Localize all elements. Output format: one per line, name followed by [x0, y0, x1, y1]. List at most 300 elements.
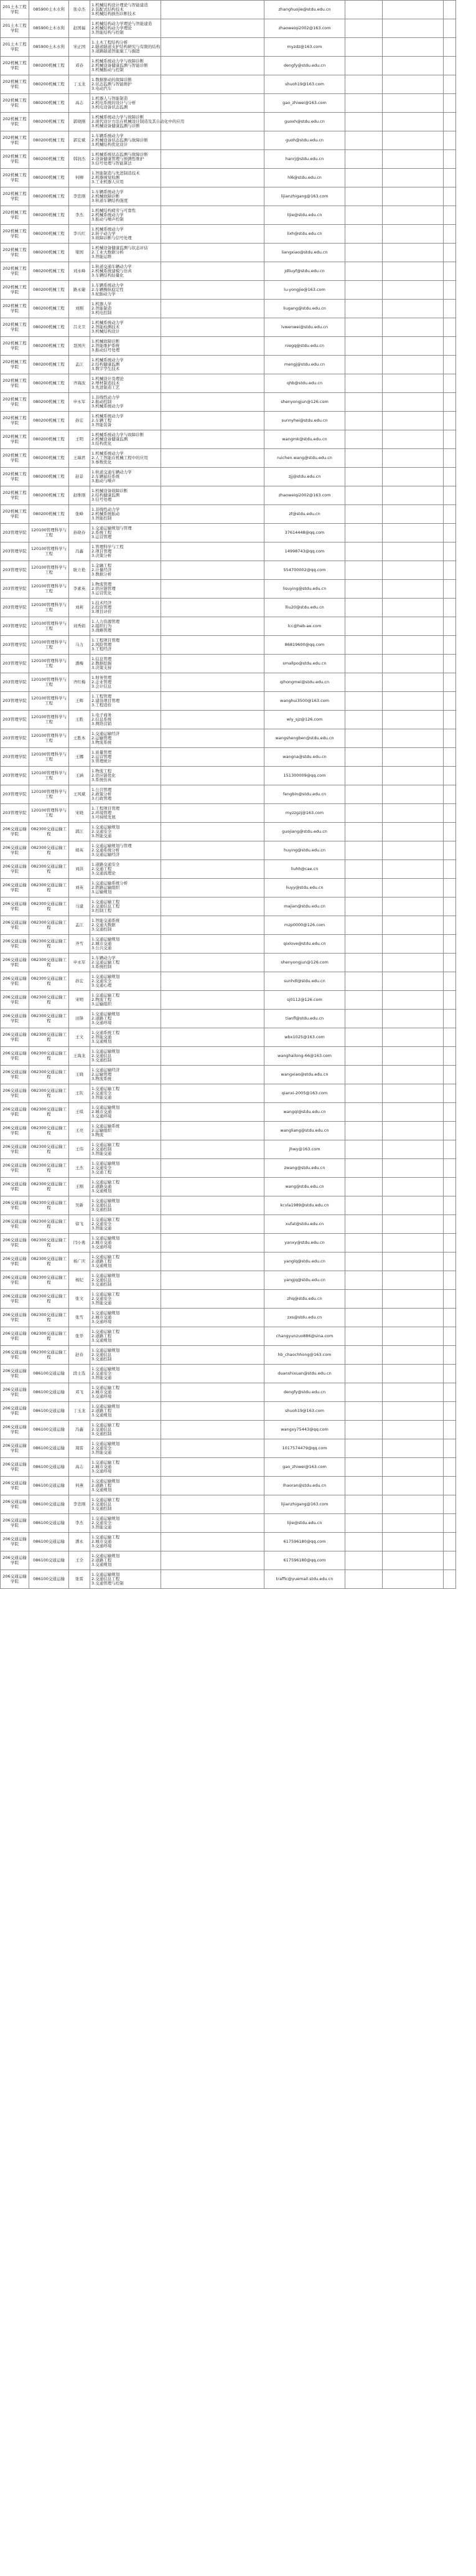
directions-cell — [90, 711, 161, 729]
research-direction: 3.数据分析 — [91, 572, 112, 577]
table-row — [1, 1365, 456, 1383]
major-cell: 120100管理科学与工程 — [29, 711, 69, 729]
email-cell: 86819600@qq.com — [264, 636, 345, 655]
research-direction: 2.道路交通 — [91, 1183, 112, 1189]
blank-cell — [345, 1477, 383, 1495]
research-direction: 2.城市交通 — [91, 1239, 112, 1245]
blank-cell — [383, 655, 444, 673]
college-cell: 202机械工程学院 — [1, 337, 29, 356]
research-direction: 2.机电系统的设计与分析 — [91, 100, 136, 105]
blank-cell — [161, 954, 264, 972]
table-row — [1, 729, 456, 748]
major-cell: 120100管理科学与工程 — [29, 785, 69, 804]
major-cell: 120100管理科学与工程 — [29, 524, 69, 542]
blank-cell — [345, 318, 383, 337]
blank-cell — [383, 300, 444, 318]
blank-cell — [383, 935, 444, 954]
blank-cell — [345, 430, 383, 449]
research-direction: 3.智能交通 — [91, 1226, 112, 1231]
blank-cell — [444, 244, 456, 262]
blank-cell — [444, 412, 456, 430]
research-direction: 2.交通大数据 — [91, 922, 116, 927]
research-direction: 2.结构健康监测 — [91, 492, 120, 498]
research-direction: 3.控制工程 — [91, 908, 112, 914]
blank-cell — [383, 748, 444, 767]
major-cell: 080200机械工程 — [29, 262, 69, 281]
major-cell: 082300交通运输工程 — [29, 1103, 69, 1122]
college-cell: 203管理学院 — [1, 767, 29, 785]
advisor-cell: 刘英 — [69, 879, 90, 897]
advisor-cell: 郭晓刚 — [69, 113, 90, 131]
research-direction: 1.交通运输规划 — [91, 1441, 120, 1446]
research-direction: 2.交通安全 — [91, 1295, 112, 1301]
blank-cell — [383, 262, 444, 281]
college-cell: 206交通运输学院 — [1, 1159, 29, 1178]
major-cell: 080200机械工程 — [29, 281, 69, 300]
college-cell: 203管理学院 — [1, 692, 29, 711]
major-cell: 082300交通运输工程 — [29, 1309, 69, 1327]
directions-cell — [90, 1533, 161, 1551]
major-cell: 082300交通运输工程 — [29, 1346, 69, 1365]
major-cell: 086100交通运输 — [29, 1533, 69, 1551]
research-direction: 1.交通运输系统 — [91, 1123, 120, 1129]
major-cell: 080200机械工程 — [29, 300, 69, 318]
research-direction: 1.交通运输工程 — [91, 1086, 120, 1091]
blank-cell — [161, 1252, 264, 1271]
research-direction: 3.交通环境 — [91, 1543, 112, 1549]
table-row — [1, 1028, 456, 1047]
research-direction: 2.风险管理 — [91, 642, 112, 647]
blank-cell — [345, 841, 383, 860]
table-row — [1, 337, 456, 356]
blank-cell — [161, 206, 264, 225]
research-direction: 3.交通控制 — [91, 1207, 112, 1213]
blank-cell — [161, 636, 264, 655]
research-direction: 2.机械设备状态监测与故障诊断 — [91, 137, 148, 143]
blank-cell — [383, 1010, 444, 1028]
research-direction: 1.交通运输工程 — [91, 1459, 120, 1465]
research-direction: 2.供应链管理 — [91, 585, 116, 591]
table-row — [1, 1140, 456, 1159]
advisor-cell: 王琪 — [69, 1103, 90, 1122]
table-row — [1, 113, 456, 131]
major-cell: 080200机械工程 — [29, 318, 69, 337]
blank-cell — [383, 729, 444, 748]
advisor-cell: 王刚 — [69, 1178, 90, 1196]
research-direction: 3.网络营销 — [91, 721, 112, 727]
college-cell: 203管理学院 — [1, 636, 29, 655]
table-row — [1, 991, 456, 1010]
blank-cell — [444, 823, 456, 841]
research-direction: 2.装配式结构技术 — [91, 6, 124, 12]
college-cell: 206交通运输学院 — [1, 954, 29, 972]
advisor-cell: 杨纪 — [69, 1271, 90, 1290]
blank-cell — [444, 486, 456, 505]
blank-cell — [383, 1066, 444, 1084]
research-direction: 3.物流 — [91, 1132, 104, 1138]
email-cell: kcvla1989@stdu.edu.cn — [264, 1196, 345, 1215]
blank-cell — [444, 860, 456, 879]
blank-cell — [161, 169, 264, 187]
email-cell: zhq@stdu.edu.cn — [264, 1290, 345, 1309]
research-direction: 2.系统工程 — [91, 529, 112, 535]
directions-cell — [90, 897, 161, 916]
research-direction: 1.人力资源管理 — [91, 618, 120, 624]
advisor-cell: 张卓杰 — [69, 1, 90, 19]
email-cell: hl6@stdu.edu.cn — [264, 169, 345, 187]
table-row — [1, 1458, 456, 1477]
blank-cell — [345, 711, 383, 729]
blank-cell — [345, 1196, 383, 1215]
blank-cell — [444, 767, 456, 785]
blank-cell — [345, 1551, 383, 1570]
research-direction: 2.供应链优化 — [91, 772, 116, 778]
blank-cell — [161, 1309, 264, 1327]
advisor-cell: 李兴红 — [69, 225, 90, 244]
research-direction: 2.项目管理 — [91, 548, 112, 554]
blank-cell — [345, 1084, 383, 1103]
table-row — [1, 1439, 456, 1458]
blank-cell — [383, 57, 444, 75]
major-cell: 082300交通运输工程 — [29, 1234, 69, 1252]
advisor-cell: 马力 — [69, 636, 90, 655]
directions-cell — [90, 1439, 161, 1458]
research-direction: 2.城市交通 — [91, 940, 112, 946]
table-row — [1, 1234, 456, 1252]
college-cell: 202机械工程学院 — [1, 356, 29, 374]
research-direction: 1.非线性动力学 — [91, 506, 120, 512]
major-cell: 080200机械工程 — [29, 505, 69, 524]
college-cell: 203管理学院 — [1, 748, 29, 767]
blank-cell — [444, 19, 456, 38]
email-cell: 14998743@qq.com — [264, 542, 345, 561]
research-direction: 3.工程造价 — [91, 703, 112, 708]
directions-cell — [90, 1477, 161, 1495]
blank-cell — [345, 486, 383, 505]
research-direction: 2.机械系统振动 — [91, 511, 120, 516]
blank-cell — [345, 169, 383, 187]
email-cell: yangjq@stdu.edu.cn — [264, 1271, 345, 1290]
college-cell: 202机械工程学院 — [1, 206, 29, 225]
blank-cell — [444, 897, 456, 916]
blank-cell — [161, 767, 264, 785]
email-cell: wangshengben@stdu.edu.cn — [264, 729, 345, 748]
advisor-cell: 马建 — [69, 897, 90, 916]
blank-cell — [444, 393, 456, 412]
advisor-cell: 赵春 — [69, 1346, 90, 1365]
college-cell: 206交通运输学院 — [1, 1196, 29, 1215]
research-direction: 1.质量管理 — [91, 749, 112, 755]
blank-cell — [345, 542, 383, 561]
email-cell: smallpo@stdu.edu.cn — [264, 655, 345, 673]
advisor-cell: 郭江 — [69, 823, 90, 841]
blank-cell — [161, 1327, 264, 1346]
major-cell: 080200机械工程 — [29, 430, 69, 449]
blank-cell — [444, 748, 456, 767]
email-cell: wanghailong-66@163.com — [264, 1047, 345, 1066]
directions-cell — [90, 599, 161, 617]
table-row — [1, 300, 456, 318]
blank-cell — [345, 1533, 383, 1551]
advisor-cell: 刘洪 — [69, 860, 90, 879]
email-cell: hanrj@stdu.edu.cn — [264, 150, 345, 169]
blank-cell — [383, 1309, 444, 1327]
blank-cell — [383, 1570, 444, 1589]
college-cell: 202机械工程学院 — [1, 468, 29, 486]
blank-cell — [345, 1271, 383, 1290]
directions-cell — [90, 131, 161, 150]
blank-cell — [345, 692, 383, 711]
blank-cell — [383, 75, 444, 94]
table-row — [1, 580, 456, 599]
research-direction: 2.运输管理 — [91, 1071, 112, 1077]
blank-cell — [345, 1290, 383, 1309]
major-cell: 085900土木水利 — [29, 38, 69, 57]
advisor-cell: 孙晓春 — [69, 524, 90, 542]
blank-cell — [383, 393, 444, 412]
table-row — [1, 1346, 456, 1365]
research-direction: 1.交通运输工程 — [91, 1142, 120, 1147]
research-direction: 3.工业机器人应用 — [91, 179, 124, 185]
research-direction: 2.机械故障诊断 — [91, 193, 120, 199]
email-cell: qihongmei@stdu.edu.cn — [264, 673, 345, 692]
research-direction: 3.交通控制 — [91, 1431, 112, 1437]
blank-cell — [345, 1421, 383, 1439]
email-cell: sunnyhei@stdu.edu.cn — [264, 412, 345, 430]
advisor-cell: 邓飞 — [69, 1383, 90, 1402]
blank-cell — [383, 1159, 444, 1178]
research-direction: 1.交通运输规划 — [91, 1048, 120, 1054]
college-cell: 202机械工程学院 — [1, 94, 29, 113]
blank-cell — [444, 374, 456, 393]
research-direction: 2.现代设计方法在机械设计制造及其自动化中的应用 — [91, 118, 185, 124]
blank-cell — [383, 991, 444, 1010]
blank-cell — [161, 150, 264, 169]
blank-cell — [161, 1290, 264, 1309]
blank-cell — [345, 655, 383, 673]
table-row — [1, 486, 456, 505]
college-cell: 206交通运输学院 — [1, 1271, 29, 1290]
advisor-cell: 申永军 — [69, 954, 90, 972]
blank-cell — [383, 486, 444, 505]
blank-cell — [444, 636, 456, 655]
blank-cell — [161, 935, 264, 954]
email-cell: zhanghuojie@stdu.edu.cn — [264, 1, 345, 19]
research-direction: 3.交通规划 — [91, 1562, 112, 1568]
blank-cell — [444, 318, 456, 337]
research-direction: 1.机械系统动力学与故障诊断 — [91, 114, 144, 120]
advisor-cell: 王晓 — [69, 1066, 90, 1084]
blank-cell — [345, 1514, 383, 1533]
directions-cell — [90, 187, 161, 206]
research-direction: 1.交通运输工程 — [91, 1216, 120, 1222]
advisor-cell: 王海龙 — [69, 1047, 90, 1066]
research-direction: 1.机械结构动力学理论与智能建造 — [91, 21, 152, 26]
blank-cell — [383, 767, 444, 785]
research-direction: 3.智能交通 — [91, 1375, 112, 1381]
blank-cell — [161, 244, 264, 262]
email-cell: liangxiao@stdu.edu.cn — [264, 244, 345, 262]
blank-cell — [161, 1066, 264, 1084]
table-row — [1, 94, 456, 113]
blank-cell — [345, 505, 383, 524]
advisor-cell: 孟江 — [69, 356, 90, 374]
research-direction: 1.交通运输工程 — [91, 1422, 120, 1428]
blank-cell — [345, 150, 383, 169]
blank-cell — [345, 1234, 383, 1252]
directions-cell — [90, 393, 161, 412]
email-cell: qhb@stdu.edu.cn — [264, 374, 345, 393]
advisor-cell: 耿立艳 — [69, 561, 90, 580]
advisor-cell: 赵景 — [69, 468, 90, 486]
research-direction: 2.道路工程 — [91, 1557, 112, 1563]
blank-cell — [444, 1346, 456, 1365]
blank-cell — [444, 94, 456, 113]
directions-cell — [90, 655, 161, 673]
research-direction: 2.交通安全 — [91, 1165, 112, 1170]
blank-cell — [444, 1271, 456, 1290]
blank-cell — [161, 1047, 264, 1066]
college-cell: 201土木工程学院 — [1, 1, 29, 19]
college-cell: 202机械工程学院 — [1, 393, 29, 412]
research-direction: 1.交通运输规划 — [91, 1272, 120, 1278]
blank-cell — [161, 1458, 264, 1477]
blank-cell — [345, 412, 383, 430]
research-direction: 3.交通控制 — [91, 1058, 112, 1063]
table-row — [1, 804, 456, 823]
research-direction: 2.交通信息工程 — [91, 903, 120, 909]
blank-cell — [345, 131, 383, 150]
major-cell: 080200机械工程 — [29, 244, 69, 262]
college-cell: 206交通运输学院 — [1, 897, 29, 916]
research-direction: 3.交通控制 — [91, 1282, 112, 1287]
research-direction: 3.交通控制 — [91, 1506, 112, 1512]
research-direction: 1.交通运输规划 — [91, 1198, 120, 1203]
advisor-cell: 赵维刚 — [69, 486, 90, 505]
table-row — [1, 860, 456, 879]
research-direction: 1.机械结构设计理论与智能建造 — [91, 2, 148, 7]
email-cell: qixlove@stdu.edu.cn — [264, 935, 345, 954]
email-cell: shenyongjun@126.com — [264, 393, 345, 412]
table-row — [1, 1421, 456, 1439]
advisor-cell: 张峰 — [69, 505, 90, 524]
blank-cell — [161, 1477, 264, 1495]
blank-cell — [161, 748, 264, 767]
table-row — [1, 356, 456, 374]
research-direction: 3.系统控制 — [91, 964, 112, 970]
major-cell: 086100交通运输 — [29, 1495, 69, 1514]
email-cell: wangmk@stdu.edu.cn — [264, 430, 345, 449]
blank-cell — [345, 1309, 383, 1327]
blank-cell — [161, 823, 264, 841]
research-direction: 2.投资管理 — [91, 604, 112, 610]
research-direction: 3.智能交通 — [91, 833, 112, 839]
research-direction: 2.计量经济 — [91, 567, 112, 572]
directions-cell — [90, 1421, 161, 1439]
major-cell: 080200机械工程 — [29, 337, 69, 356]
blank-cell — [345, 1252, 383, 1271]
major-cell: 086100交通运输 — [29, 1421, 69, 1439]
blank-cell — [345, 393, 383, 412]
advisor-cell: 孟江 — [69, 916, 90, 935]
major-cell: 120100管理科学与工程 — [29, 748, 69, 767]
advisor-cell: 孙宏 — [69, 412, 90, 430]
blank-cell — [383, 617, 444, 636]
directions-cell — [90, 542, 161, 561]
research-direction: 1.电子商务 — [91, 712, 112, 717]
email-cell: shuoh19@163.com — [264, 75, 345, 94]
advisor-cell: 刘莉 — [69, 599, 90, 617]
blank-cell — [161, 187, 264, 206]
research-direction: 2.企业管理 — [91, 679, 112, 684]
blank-cell — [444, 1178, 456, 1196]
research-direction: 1.交通运输工程 — [91, 1534, 120, 1540]
research-direction: 3.交通环境 — [91, 1020, 112, 1026]
directions-cell — [90, 673, 161, 692]
research-direction: 2.道路工程 — [91, 1408, 112, 1413]
major-cell: 082300交通运输工程 — [29, 1290, 69, 1309]
college-cell: 206交通运输学院 — [1, 1421, 29, 1439]
email-cell: lu-yongjie@163.com — [264, 281, 345, 300]
blank-cell — [444, 1215, 456, 1234]
blank-cell — [444, 879, 456, 897]
research-direction: 3.信号处理与智能算法 — [91, 161, 132, 166]
blank-cell — [345, 1, 383, 19]
advisor-cell: 王文 — [69, 1028, 90, 1047]
email-cell: dengfy@stdu.edu.cn — [264, 57, 345, 75]
college-cell: 202机械工程学院 — [1, 150, 29, 169]
table-row — [1, 1309, 456, 1327]
email-cell: niegq@stdu.edu.cn — [264, 337, 345, 356]
blank-cell — [161, 75, 264, 94]
blank-cell — [345, 785, 383, 804]
blank-cell — [161, 468, 264, 486]
college-cell: 203管理学院 — [1, 785, 29, 804]
directions-cell — [90, 580, 161, 599]
research-direction: 2.运输组织 — [91, 1127, 112, 1133]
directions-cell — [90, 169, 161, 187]
blank-cell — [161, 1365, 264, 1383]
blank-cell — [345, 75, 383, 94]
research-direction: 1.机械设备健康监测与状态评估 — [91, 245, 148, 250]
directions-cell — [90, 1514, 161, 1533]
advisor-cell: 何柳 — [69, 169, 90, 187]
major-cell: 080200机械工程 — [29, 449, 69, 468]
table-row — [1, 823, 456, 841]
blank-cell — [161, 1439, 264, 1458]
major-cell: 082300交通运输工程 — [29, 1327, 69, 1346]
blank-cell — [444, 1084, 456, 1103]
research-direction: 3.决策支持 — [91, 665, 112, 671]
directions-cell — [90, 767, 161, 785]
blank-cell — [345, 1365, 383, 1383]
advisor-cell: 冯鑫 — [69, 1421, 90, 1439]
college-cell: 206交通运输学院 — [1, 1066, 29, 1084]
email-cell: lixh@stdu.edu.cn — [264, 225, 345, 244]
research-direction: 3.信号处理 — [91, 497, 112, 503]
blank-cell — [444, 206, 456, 225]
blank-cell — [345, 991, 383, 1010]
blank-cell — [161, 841, 264, 860]
research-direction: 1.非线性动力学 — [91, 394, 120, 400]
advisor-cell: 王瑞君 — [69, 449, 90, 468]
major-cell: 086100交通运输 — [29, 1514, 69, 1533]
research-direction: 2.城市交通 — [91, 1464, 112, 1469]
blank-cell — [383, 1495, 444, 1514]
blank-cell — [345, 1327, 383, 1346]
research-direction: 3.振动信号处理 — [91, 348, 120, 353]
blank-cell — [161, 393, 264, 412]
